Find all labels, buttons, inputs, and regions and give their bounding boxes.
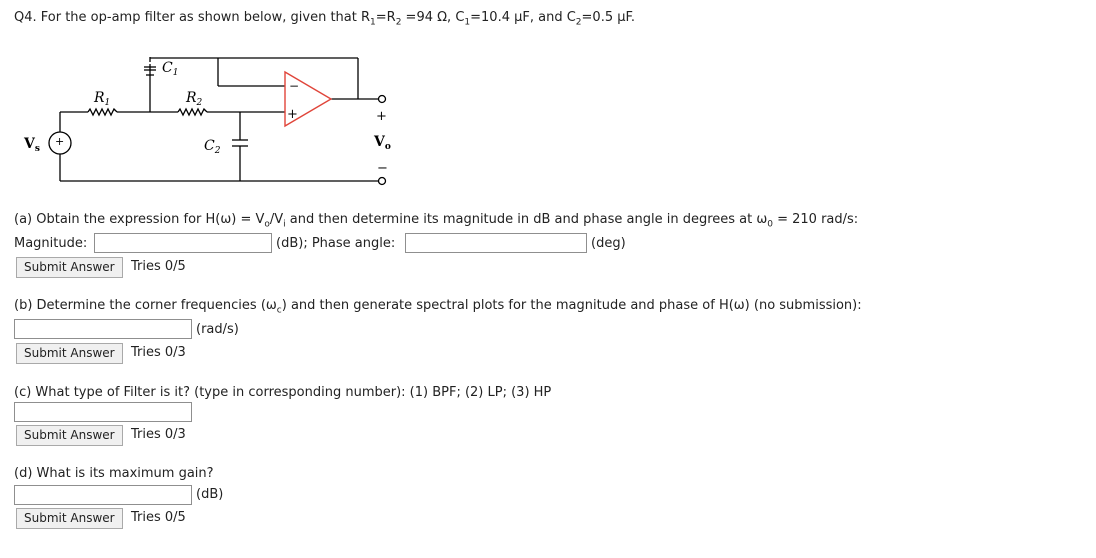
corner-frequency-input[interactable] (14, 319, 192, 339)
tries-a: Tries 0/5 (131, 259, 186, 274)
vo-subscript: o (264, 219, 270, 230)
tries-b: Tries 0/3 (131, 345, 186, 360)
magnitude-input[interactable] (94, 233, 272, 253)
c1-subscript: 1 (464, 17, 471, 28)
r1-label: $R_1$ (94, 90, 111, 108)
vs-plus: + (55, 135, 65, 148)
submit-answer-a-button[interactable]: Submit Answer (16, 257, 123, 278)
vo-label: $V_o$ (374, 134, 391, 152)
output-plus: + (376, 109, 387, 124)
vi-subscript: i (283, 219, 286, 230)
part-a-text-2: /V (269, 212, 284, 227)
output-terminal-top (379, 96, 386, 103)
part-d-question: (d) What is its maximum gain? (14, 466, 214, 481)
r2-resistor (178, 109, 207, 115)
omega0-subscript: 0 (767, 219, 773, 230)
part-a-text-4: = 210 rad/s: (772, 212, 859, 227)
vs-label: $V_s$ (24, 136, 40, 154)
op-amp-minus: − (289, 79, 300, 93)
c1-value: =10.4 μF, and C (470, 10, 576, 25)
question-eq: =R (375, 10, 396, 25)
deg-label: (deg) (591, 236, 626, 251)
output-minus: − (377, 161, 388, 176)
output-terminal-bottom (379, 178, 386, 185)
r2-label: $R_2$ (186, 90, 203, 108)
op-amp-plus: + (287, 107, 298, 122)
c2-subscript: 2 (575, 17, 582, 28)
part-b-question (14, 298, 862, 319)
part-b-text-2: ) and then generate spectral plots for the magnitude and phase of H(ω) (no submission): (281, 298, 862, 313)
submit-answer-b-button[interactable]: Submit Answer (16, 343, 123, 364)
part-c-question: (c) What type of Filter is it? (type in corresponding number): (1) BPF; (2) LP; (3) HP (14, 385, 552, 400)
db-phase-label: (dB); Phase angle: (276, 236, 396, 251)
submit-answer-c-button[interactable]: Submit Answer (16, 425, 123, 446)
part-b-text: (b) Determine the corner frequencies (ω (14, 298, 277, 313)
part-a-text: (a) Obtain the expression for H(ω) = V (14, 212, 265, 227)
r2-subscript: 2 (395, 17, 402, 28)
magnitude-label: Magnitude: (14, 236, 88, 251)
question-text: Q4. For the op-amp filter as shown below, given that R (14, 10, 371, 25)
omegac-subscript: c (276, 305, 282, 316)
r1-resistor (88, 109, 117, 115)
resistance-value: =94 Ω, C (401, 10, 465, 25)
phase-input[interactable] (405, 233, 587, 253)
c1-label: $C_1$ (162, 60, 179, 78)
question-header (14, 10, 635, 31)
c2-value: =0.5 μF. (581, 10, 636, 25)
part-a-text-3: and then determine its magnitude in dB and phase angle in degrees at ω (285, 212, 768, 227)
db-label: (dB) (196, 487, 224, 502)
part-a-question (14, 212, 858, 233)
c2-label: $C_2$ (204, 138, 221, 156)
r1-subscript: 1 (370, 17, 376, 28)
submit-answer-d-button[interactable]: Submit Answer (16, 508, 123, 529)
max-gain-input[interactable] (14, 485, 192, 505)
tries-d: Tries 0/5 (131, 510, 186, 525)
tries-c: Tries 0/3 (131, 427, 186, 442)
filter-type-input[interactable] (14, 402, 192, 422)
circuit-diagram (0, 40, 420, 200)
rad-s-label: (rad/s) (196, 322, 239, 337)
